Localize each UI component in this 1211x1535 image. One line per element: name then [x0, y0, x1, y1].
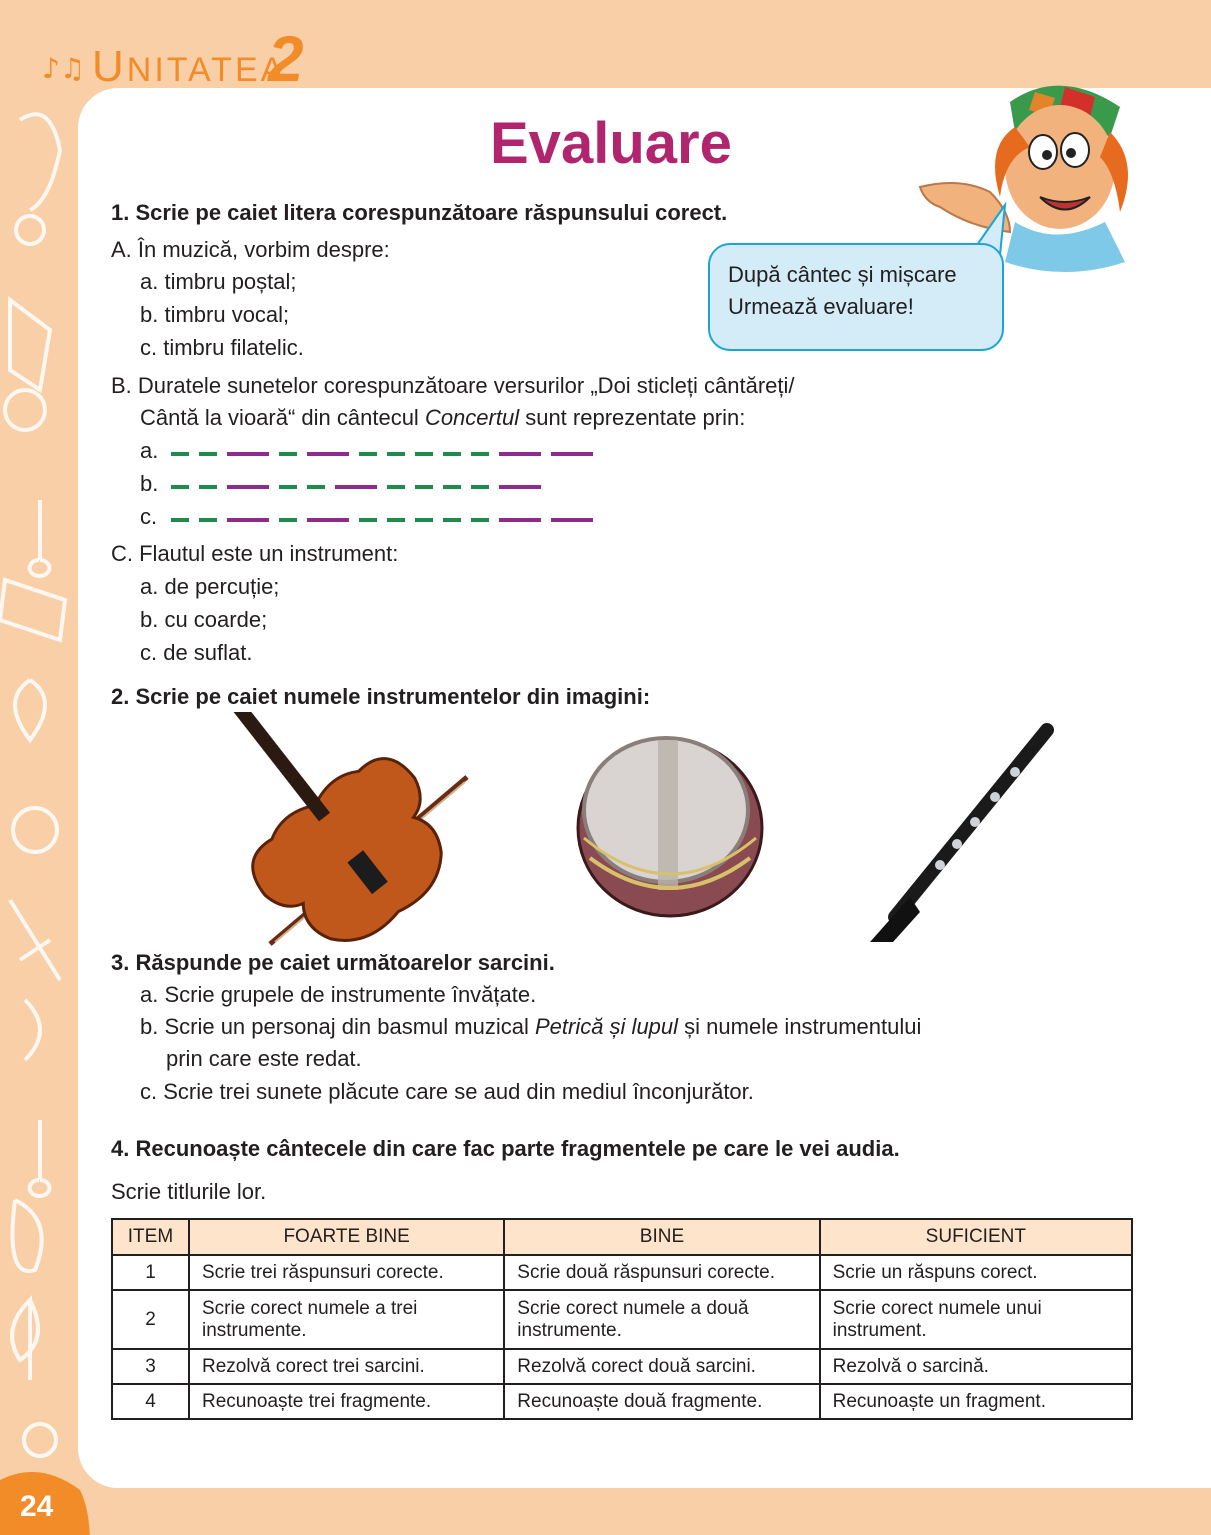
long-duration-mark — [227, 518, 269, 522]
short-duration-mark — [387, 452, 405, 456]
q1-b-prompt-line2: Cântă la vioară“ din cântecul Concertul sunt reprezentate prin: — [140, 405, 746, 430]
table-cell: Recunoaște un fragment. — [820, 1384, 1132, 1419]
table-cell: Recunoaște trei fragmente. — [189, 1384, 504, 1419]
table-cell: Scrie un răspuns corect. — [820, 1255, 1132, 1290]
short-duration-mark — [279, 485, 297, 489]
short-duration-mark — [199, 452, 217, 456]
evaluation-table — [111, 1218, 1133, 1420]
short-duration-mark — [279, 518, 297, 522]
short-duration-mark — [415, 518, 433, 522]
speech-line-1: După cântec și mișcare — [728, 262, 957, 287]
long-duration-mark — [227, 485, 269, 489]
table-cell: Rezolvă corect trei sarcini. — [189, 1349, 504, 1384]
short-duration-mark — [387, 518, 405, 522]
table-cell: Scrie corect numele unui instrument. — [820, 1290, 1132, 1349]
q3-heading: 3. Răspunde pe caiet următoarelor sarcini. — [111, 950, 555, 975]
q1-b-option-a-label: a. — [140, 438, 159, 463]
short-duration-mark — [471, 452, 489, 456]
q1-a-option-b: b. timbru vocal; — [140, 302, 290, 327]
q1-c-option-a: a. de percuție; — [140, 574, 280, 599]
svg-text:♪♫: ♪♫ — [42, 52, 85, 85]
q4-subtext: Scrie titlurile lor. — [111, 1179, 267, 1204]
long-duration-mark — [227, 452, 269, 456]
table-row — [112, 1290, 1132, 1349]
short-duration-mark — [387, 485, 405, 489]
short-duration-mark — [359, 452, 377, 456]
doodle-decorations — [0, 114, 65, 1456]
table-cell: Scrie corect numele a două instrumente. — [504, 1290, 819, 1349]
q4-heading: 4. Recunoaște cântecele din care fac parte fragmentele pe care le vei audia. — [111, 1136, 900, 1161]
q1-b-option-c-label: c. — [140, 504, 158, 529]
table-header-row — [112, 1219, 1132, 1255]
unit-number: 2 — [268, 23, 304, 95]
short-duration-mark — [171, 518, 189, 522]
page-number: 24 — [20, 1490, 54, 1523]
table-cell: Scrie trei răspunsuri corecte. — [189, 1255, 504, 1290]
header-suficient: SUFICIENT — [820, 1219, 1132, 1255]
header-foarte-bine: FOARTE BINE — [189, 1219, 504, 1255]
table-cell: Scrie corect numele a trei instrumente. — [189, 1290, 504, 1349]
cartoon-boy-illustration — [915, 72, 1145, 272]
unit-label: UNITATEA — [92, 42, 287, 91]
long-duration-mark — [551, 452, 593, 456]
table-cell: Rezolvă o sarcină. — [820, 1349, 1132, 1384]
rhythm-durations — [165, 440, 665, 530]
table-row — [112, 1384, 1132, 1419]
header-item: ITEM — [112, 1219, 189, 1255]
short-duration-mark — [171, 452, 189, 456]
music-notes-icon — [42, 52, 85, 85]
snare-drum-image — [570, 728, 770, 920]
long-duration-mark — [499, 518, 541, 522]
short-duration-mark — [443, 518, 461, 522]
header-bine: BINE — [504, 1219, 819, 1255]
q3-task-a: a. Scrie grupele de instrumente învățate. — [140, 982, 537, 1007]
q1-c-prompt: C. Flautul este un instrument: — [111, 541, 399, 566]
table-cell: Rezolvă corect două sarcini. — [504, 1349, 819, 1384]
table-cell: Recunoaște două fragmente. — [504, 1384, 819, 1419]
page-title: Evaluare — [490, 111, 732, 176]
short-duration-mark — [471, 518, 489, 522]
long-duration-mark — [307, 452, 349, 456]
short-duration-mark — [415, 485, 433, 489]
q1-a-option-c: c. timbru filatelic. — [140, 335, 304, 360]
q1-c-option-b: b. cu coarde; — [140, 607, 268, 632]
q1-b-prompt-line1: B. Duratele sunetelor corespunzătoare versurilor „Doi sticleți cântăreți/ — [111, 373, 795, 398]
short-duration-mark — [171, 485, 189, 489]
q1-a-option-a: a. timbru poștal; — [140, 269, 297, 294]
speech-bubble — [708, 243, 1004, 351]
short-duration-mark — [199, 518, 217, 522]
short-duration-mark — [443, 485, 461, 489]
table-cell: Scrie două răspunsuri corecte. — [504, 1255, 819, 1290]
table-cell: 2 — [112, 1290, 189, 1349]
q1-heading: 1. Scrie pe caiet litera corespunzătoare răspunsului corect. — [111, 200, 728, 225]
speech-line-2: Urmează evaluare! — [728, 294, 914, 319]
long-duration-mark — [307, 518, 349, 522]
q1-a-prompt: A. În muzică, vorbim despre: — [111, 237, 390, 262]
violin-image — [185, 712, 475, 952]
short-duration-mark — [199, 485, 217, 489]
table-cell: 1 — [112, 1255, 189, 1290]
long-duration-mark — [335, 485, 377, 489]
table-row — [112, 1255, 1132, 1290]
q1-b-option-b-label: b. — [140, 471, 159, 496]
long-duration-mark — [499, 485, 541, 489]
q3-task-b: b. Scrie un personaj din basmul muzical Petrică și lupul și numele instrumentului — [140, 1014, 922, 1039]
long-duration-mark — [499, 452, 541, 456]
q3-task-b-line2: prin care este redat. — [166, 1046, 362, 1071]
table-cell: 4 — [112, 1384, 189, 1419]
q3-task-c: c. Scrie trei sunete plăcute care se aud din mediul înconjurător. — [140, 1079, 754, 1104]
table-cell: 3 — [112, 1349, 189, 1384]
clarinet-image — [865, 722, 1060, 947]
long-duration-mark — [551, 518, 593, 522]
short-duration-mark — [359, 518, 377, 522]
short-duration-mark — [279, 452, 297, 456]
q2-heading: 2. Scrie pe caiet numele instrumentelor din imagini: — [111, 684, 651, 709]
table-row — [112, 1349, 1132, 1384]
short-duration-mark — [443, 452, 461, 456]
short-duration-mark — [415, 452, 433, 456]
short-duration-mark — [471, 485, 489, 489]
short-duration-mark — [307, 485, 325, 489]
q1-c-option-c: c. de suflat. — [140, 640, 253, 665]
